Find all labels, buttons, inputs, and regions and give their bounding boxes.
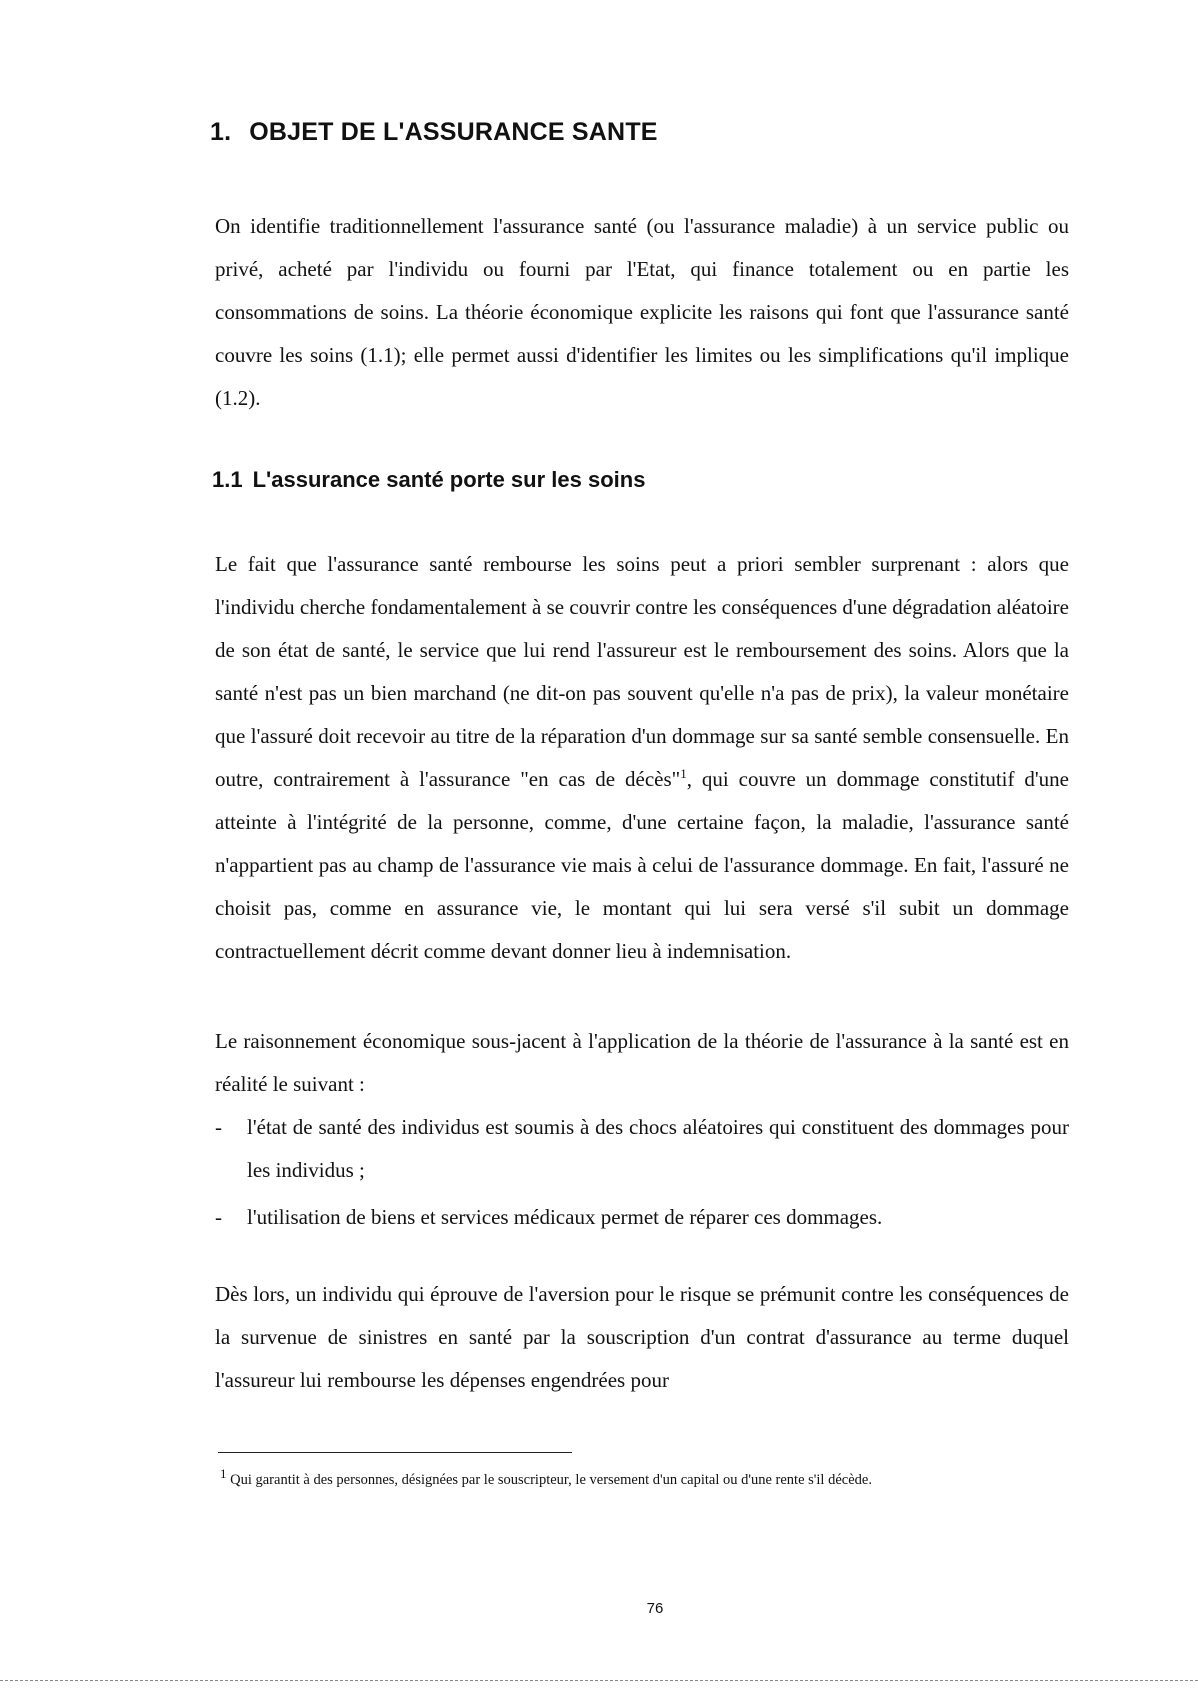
- footnote: [220, 1466, 1080, 1490]
- bullet-dash: -: [215, 1205, 222, 1229]
- bullet-list: [215, 1106, 1069, 1239]
- main-paragraph: [215, 543, 1069, 973]
- list-item: [215, 1106, 1069, 1192]
- list-item-text: l'utilisation de biens et services médicaux permet de réparer ces dommages.: [247, 1205, 883, 1229]
- footnote-marker: 1: [220, 1466, 227, 1482]
- subsection-title: L'assurance santé porte sur les soins: [252, 467, 646, 492]
- list-item-text: l'état de santé des individus est soumis à des chocs aléatoires qui constituent des dommages pour les individus ;: [247, 1115, 1069, 1182]
- page-number: 76: [646, 1600, 664, 1617]
- section-number: 1.: [210, 118, 232, 146]
- list-item: [215, 1196, 1069, 1239]
- conclusion-paragraph: Dès lors, un individu qui éprouve de l'aversion pour le risque se prémunit contre les conséquences de la survenue de sinistres en santé par la souscription d'un contrat d'assurance au terme duquel l'assureur lui rembourse les dépenses engendrées pour: [215, 1282, 1069, 1392]
- reasoning-paragraph: Le raisonnement économique sous-jacent à l'application de la théorie de l'assurance à la santé est en réalité le suivant :: [215, 1029, 1069, 1096]
- main-paragraph-part-1: Le fait que l'assurance santé rembourse les soins peut a priori sembler surprenant : alors que l'individu cherche fondamentalement à se couvrir contre les conséquences d'une dégradation aléatoire de son état de santé, le service que lui rend l'assureur est le remboursement des soins. Alors que la santé n'est pas un bien marchand (ne dit-on pas souvent qu'elle n'a pas de prix), la valeur monétaire que l'assuré doit recevoir au titre de la réparation d'un dommage sur sa santé semble consensuelle. En outre, contrairement à l'assurance "en cas de décès": [215, 552, 1069, 791]
- footnote-reference: 1: [680, 766, 687, 781]
- section-title: OBJET DE L'ASSURANCE SANTE: [249, 118, 658, 146]
- subsection-number: 1.1: [212, 467, 243, 492]
- subsection-heading: [212, 467, 645, 493]
- footnote-separator: [218, 1452, 572, 1453]
- section-heading: [210, 118, 658, 147]
- intro-paragraph: On identifie traditionnellement l'assurance santé (ou l'assurance maladie) à un service public ou privé, acheté par l'individu ou fourni par l'Etat, qui finance totalement ou en partie les consommations de soins. La théorie économique explicite les raisons qui font que l'assurance santé couvre les soins (1.1); elle permet aussi d'identifier les limites ou les simplifications qu'il implique (1.2).: [215, 214, 1069, 410]
- footnote-text: Qui garantit à des personnes, désignées par le souscripteur, le versement d'un capital ou d'une rente s'il décède.: [226, 1472, 872, 1488]
- bullet-dash: -: [215, 1115, 222, 1139]
- main-paragraph-part-2: , qui couvre un dommage constitutif d'une atteinte à l'intégrité de la personne, comme, d'une certaine façon, la maladie, l'assurance santé n'appartient pas au champ de l'assurance vie mais à celui de l'assurance dommage. En fait, l'assuré ne choisit pas, comme en assurance vie, le montant qui lui sera versé s'il subit un dommage contractuellement décrit comme devant donner lieu à indemnisation.: [215, 767, 1069, 963]
- page-bottom-edge: [0, 1680, 1198, 1681]
